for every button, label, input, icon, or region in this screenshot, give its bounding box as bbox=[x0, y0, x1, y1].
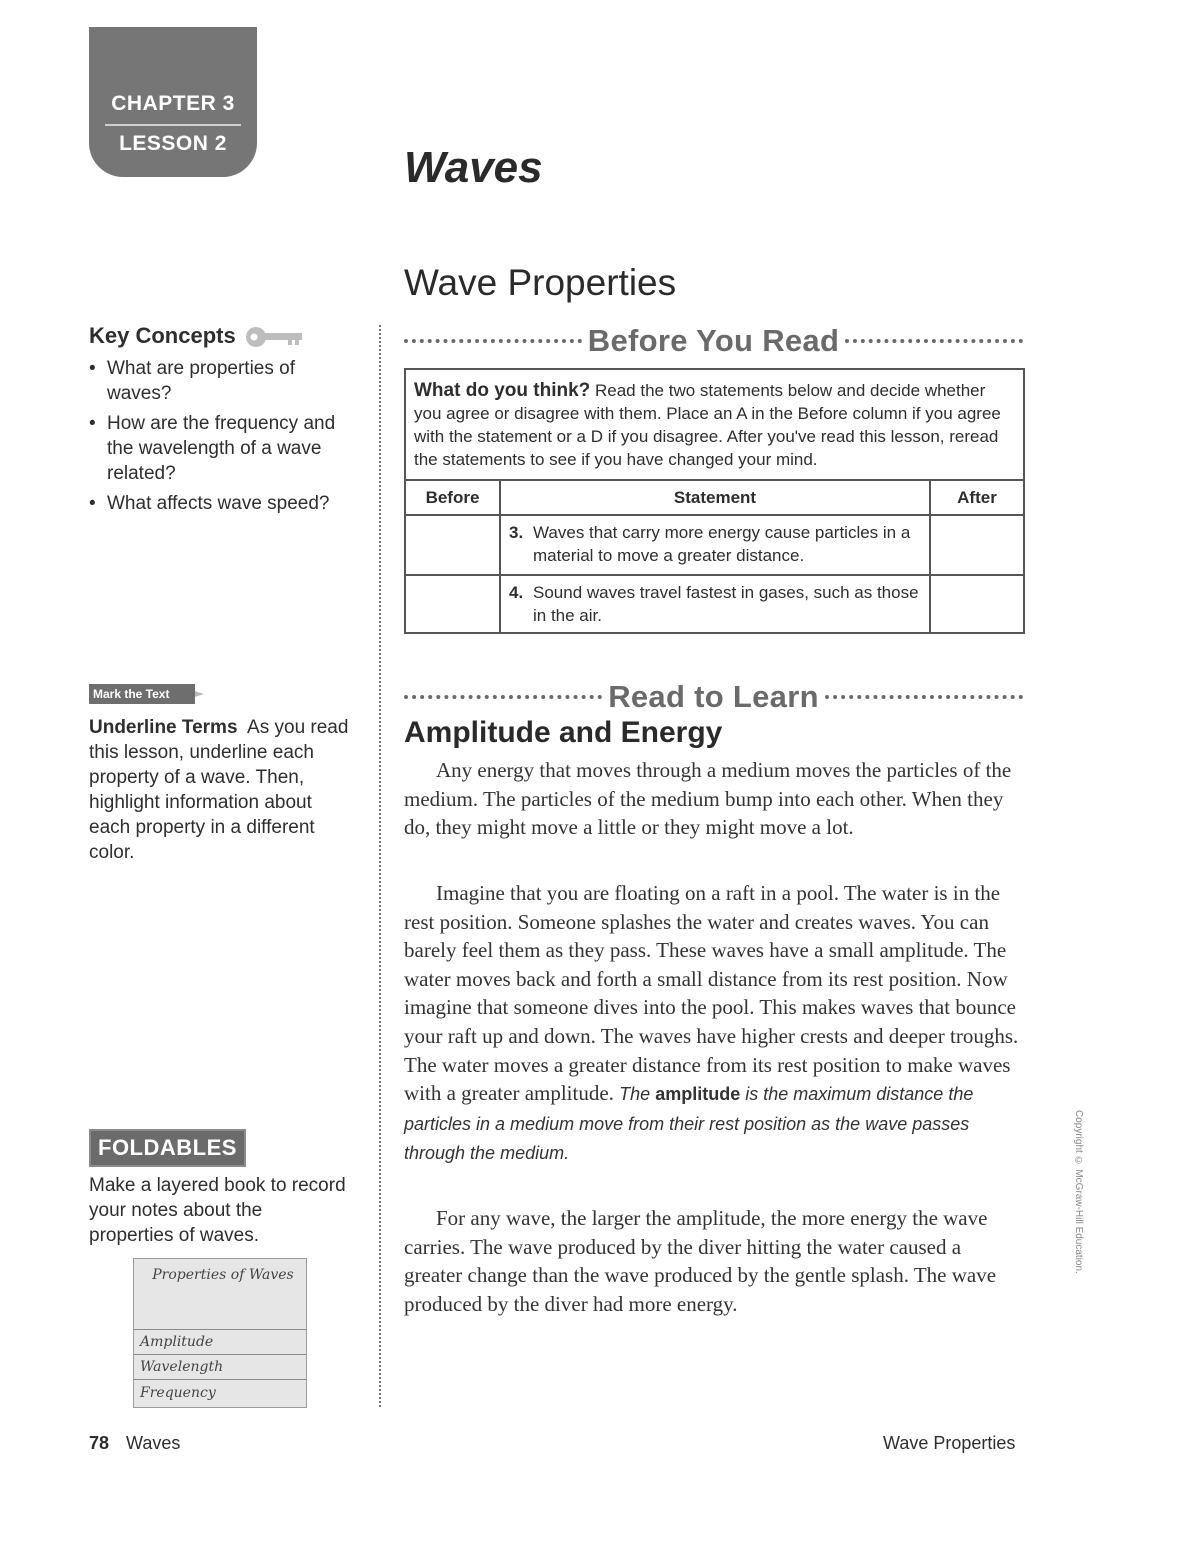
chapter-tab bbox=[89, 27, 257, 177]
paragraph-text: Imagine that you are floating on a raft in a pool. The water is in the rest position. Someone splashes the water and creates waves. You can barely feel them as they pass. These waves have a small amplitude. The water moves back and forth a small distance from its rest position. Now imagine that someone dives into the pool. This makes waves that bounce your raft up and down. The waves have higher crests and deeper troughs. The water moves a greater distance from its rest position to make waves with a greater amplitude. bbox=[404, 881, 1019, 1106]
foldable-book-tab: Frequency bbox=[134, 1379, 306, 1406]
chapter-tab-rule bbox=[105, 124, 241, 126]
dotted-rule bbox=[825, 695, 1023, 699]
table-row bbox=[406, 515, 1023, 575]
body-paragraph-3 bbox=[404, 1204, 1024, 1318]
mark-text-term: Underline Terms bbox=[89, 717, 238, 738]
before-you-read-intro bbox=[406, 370, 1023, 481]
body-paragraph-1 bbox=[404, 756, 1024, 842]
amplitude-energy-heading: Amplitude and Energy bbox=[404, 716, 723, 749]
before-answer-cell[interactable] bbox=[406, 575, 500, 632]
before-you-read-header bbox=[404, 322, 1023, 360]
chapter-label: CHAPTER 3 bbox=[111, 92, 235, 115]
column-divider bbox=[379, 325, 381, 1407]
foldable-book-tab: Amplitude bbox=[134, 1329, 306, 1354]
foldable-book-tab: Wavelength bbox=[134, 1354, 306, 1379]
footer-left bbox=[89, 1433, 180, 1454]
key-concepts-list bbox=[89, 356, 359, 521]
body-paragraph-2 bbox=[404, 879, 1024, 1168]
dotted-rule bbox=[845, 339, 1023, 343]
mark-text-body: As you read this lesson, underline each property of a wave. Then, highlight information about each property in a different color. bbox=[89, 717, 349, 863]
key-concept-item: • What are properties of waves? bbox=[89, 356, 359, 406]
paragraph-text: Any energy that moves through a medium moves the particles of the medium. The particles of the medium bump into each other. When they do, they might move a little or they might move a lot. bbox=[404, 758, 1012, 840]
read-to-learn-header bbox=[404, 678, 1023, 716]
intro-bold: What do you think? bbox=[414, 380, 591, 401]
amplitude-definition: The amplitude is the maximum distance the particles in a medium move from their rest position as the wave passes through the medium. bbox=[404, 1084, 974, 1164]
statement-text: Waves that carry more energy cause particles in a material to move a greater distance. bbox=[533, 523, 911, 565]
amplitude-term: amplitude bbox=[655, 1084, 741, 1105]
foldables-text: Make a layered book to record your notes about the properties of waves. bbox=[89, 1175, 346, 1246]
after-answer-cell[interactable] bbox=[930, 515, 1023, 575]
key-concept-item: • How are the frequency and the wavelength of a wave related? bbox=[89, 411, 359, 486]
dotted-rule bbox=[404, 339, 582, 343]
lesson-title: Waves bbox=[404, 143, 543, 192]
column-header-statement: Statement bbox=[500, 481, 930, 515]
before-you-read-label: Before You Read bbox=[587, 323, 840, 358]
footer-chapter-label: Waves bbox=[126, 1433, 181, 1453]
footer-section-label: Wave Properties bbox=[883, 1433, 1016, 1453]
lesson-label: LESSON 2 bbox=[119, 132, 227, 155]
before-answer-cell[interactable] bbox=[406, 515, 500, 575]
table-row bbox=[406, 575, 1023, 632]
statement-text: Sound waves travel fastest in gases, such as those in the air. bbox=[533, 583, 919, 625]
after-answer-cell[interactable] bbox=[930, 575, 1023, 632]
statement-number: 3. bbox=[509, 523, 524, 542]
intro-text: Read the two statements below and decide whether you agree or disagree with them. Place an A in the Before column if you agree with the statement or a D if you disagree. After you've read this lesson, reread the statements to see if you have changed your mind. bbox=[414, 381, 1001, 469]
before-you-read-box bbox=[404, 368, 1025, 634]
statement-cell bbox=[500, 575, 930, 632]
column-header-before: Before bbox=[406, 481, 500, 515]
read-to-learn-label: Read to Learn bbox=[608, 679, 819, 714]
key-concepts-title: Key Concepts bbox=[89, 323, 236, 348]
statement-number: 4. bbox=[509, 583, 524, 602]
mark-the-text-badge: Mark the Text bbox=[89, 684, 195, 704]
dotted-rule bbox=[404, 695, 602, 699]
key-icon bbox=[244, 325, 304, 349]
foldable-book-image bbox=[133, 1258, 307, 1408]
foldable-book-top-label: Properties of Waves bbox=[152, 1267, 294, 1283]
section-title: Wave Properties bbox=[404, 262, 677, 303]
page-number: 78 bbox=[89, 1433, 110, 1453]
statement-cell bbox=[500, 515, 930, 575]
mark-the-text-note bbox=[89, 715, 351, 865]
anticipation-table bbox=[406, 481, 1023, 632]
key-concept-item: • What affects wave speed? bbox=[89, 491, 359, 516]
paragraph-text: For any wave, the larger the amplitude, the more energy the wave carries. The wave produced by the diver hitting the water caused a greater change than the wave produced by the gentle splash. The wave produced by the diver had more energy. bbox=[404, 1206, 997, 1316]
foldables-logo: FOLDABLES bbox=[89, 1129, 246, 1167]
column-header-after: After bbox=[930, 481, 1023, 515]
copyright-notice: Copyright © McGraw-Hill Education. bbox=[1073, 1110, 1084, 1274]
